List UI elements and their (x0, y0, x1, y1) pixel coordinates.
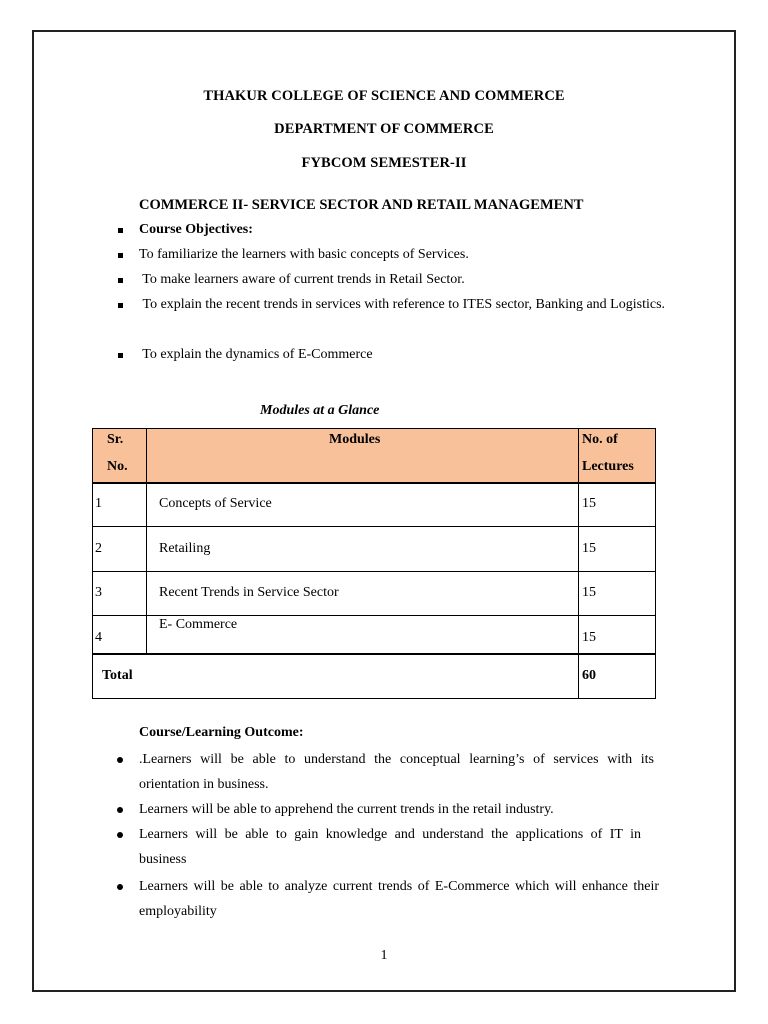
row-module: E- Commerce (159, 617, 238, 632)
page-number: 1 (380, 948, 388, 963)
round-bullet-icon (117, 757, 123, 763)
header-lectures: Lectures (582, 459, 634, 474)
objective-item: To explain the dynamics of E-Commerce (139, 347, 373, 362)
modules-table (92, 428, 656, 699)
course-title: COMMERCE II- SERVICE SECTOR AND RETAIL MANAGEMENT (139, 197, 584, 213)
row-module: Concepts of Service (159, 496, 272, 511)
square-bullet-icon (118, 303, 123, 308)
objective-item: To make learners aware of current trends in Retail Sector. (139, 272, 465, 287)
row-sr: 3 (95, 585, 102, 600)
objectives-heading: Course Objectives: (139, 222, 253, 237)
header-no-of: No. of (582, 432, 618, 447)
total-label: Total (102, 668, 133, 683)
round-bullet-icon (117, 832, 123, 838)
round-bullet-icon (117, 807, 123, 813)
row-module: Retailing (159, 541, 211, 556)
square-bullet-icon (118, 228, 123, 233)
header-sr: Sr. (107, 432, 124, 447)
round-bullet-icon (117, 884, 123, 890)
row-sr: 4 (95, 630, 102, 645)
header-modules: Modules (329, 432, 381, 447)
semester-title: FYBCOM SEMESTER-II (301, 155, 467, 171)
row-module: Recent Trends in Service Sector (159, 585, 339, 600)
row-lectures: 15 (582, 541, 596, 556)
row-sr: 2 (95, 541, 102, 556)
outcome-item: .Learners will be able to understand the conceptual learning’s of services with its orientation in business. (139, 752, 654, 792)
total-value: 60 (582, 668, 596, 683)
header-no: No. (107, 459, 128, 474)
square-bullet-icon (118, 353, 123, 358)
row-lectures: 15 (582, 496, 596, 511)
outcomes-heading: Course/Learning Outcome: (139, 725, 304, 740)
department-name: DEPARTMENT OF COMMERCE (274, 121, 494, 137)
row-sr: 1 (95, 496, 102, 511)
modules-caption: Modules at a Glance (260, 403, 380, 418)
objective-item: To familiarize the learners with basic concepts of Services. (139, 247, 469, 262)
row-lectures: 15 (582, 630, 596, 645)
college-name: THAKUR COLLEGE OF SCIENCE AND COMMERCE (203, 88, 565, 104)
outcome-item: Learners will be able to analyze current trends of E-Commerce which will enhance their employability (139, 879, 659, 919)
square-bullet-icon (118, 278, 123, 283)
objective-item: To explain the recent trends in services with reference to ITES sector, Banking and Logistics. (139, 297, 666, 312)
row-lectures: 15 (582, 585, 596, 600)
outcome-item: Learners will be able to gain knowledge and understand the applications of IT in business (139, 827, 641, 867)
square-bullet-icon (118, 253, 123, 258)
outcome-item: Learners will be able to apprehend the current trends in the retail industry. (139, 802, 554, 817)
